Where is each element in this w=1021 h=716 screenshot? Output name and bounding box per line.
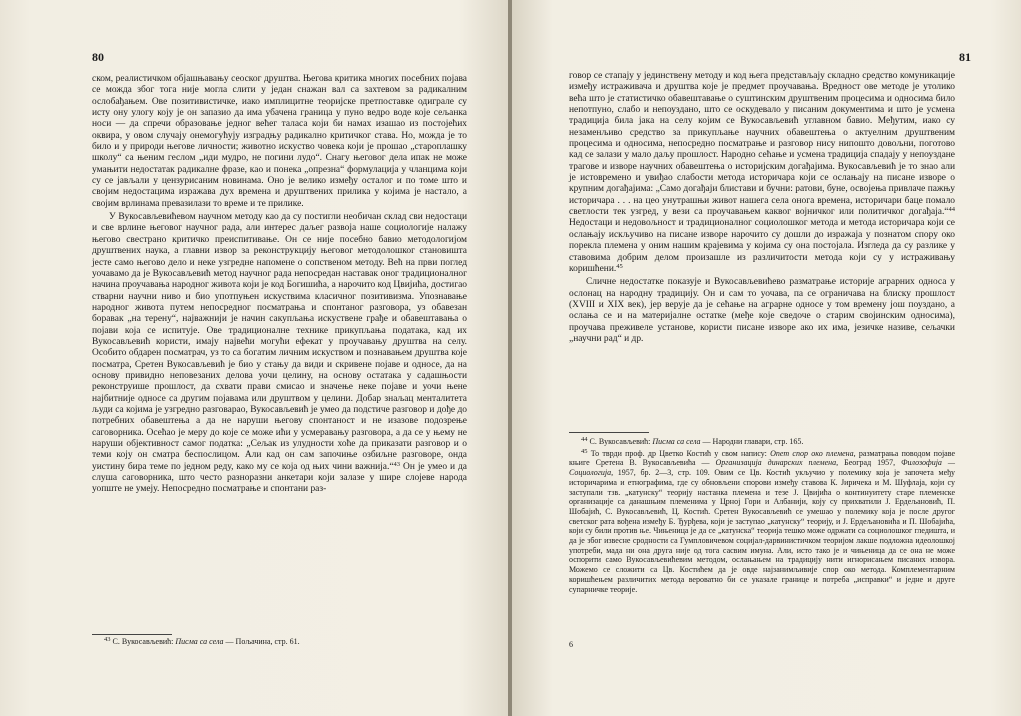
paragraph: говор се стапају у јединствену методу и код њега представљају складно средство комуникације између истраживача и друштва које је предмет проучавања. Вредност ове методе је утолико већа што је статистичко обавештавање о суштинским друштвеним процесима и односима било непотпуно, слабо и непоуздано, што се оскудевало у писаним документима и што је усмена традиција била јака на селу којим се Вукосављевић углавном бавио. Међутим, иако су незаменљиво средство за прикупљање научних обавештења о актуелним друштвеним процесима и односима, непосредно посматрање и разговор нису нипошто довољни, поготово кад се залази у мало даљу прошлост. Народно сећање и усмена традиција спадају у непоуздане трагове и изворе научних обавештења о историјским догађајима. Вукосављевић је то знао али је истовремено и увиђао слабости метода историчара који се ослањају на писане изворе о крупним догађајима: „Само догађаји блистави и бучни: ратови, буне, освојења привлаче пажњу историчара . . . на цео унутрашњи живот нашега села онога времена, историчари баце помало светлости тек узгред, у вези са проучавањем каквог војничког или политичког догађаја.“$^{44}$ Недостаци и недовољност и традиционалног социолошког метода и метода историчара који се ослањају искључиво на писане изворе нарочито су дошли до изражаја у познатом спору око порекла племена у оним нашим крајевима у којима су она постојала. Изгледа да су разлике у ставовима добрим делом произашле из различитости метода који су у истраживању коришћени.$^{45}$ [569, 71, 955, 274]
left-page [0, 0, 510, 716]
printer-signature: 6 [569, 640, 573, 649]
footnote: $^{43}$ С. Вукосављевић: Писма са села — Пољачина, стр. 61. [104, 636, 300, 646]
right-footnotes [569, 437, 955, 594]
footnote-rule [569, 432, 649, 433]
footnote: $^{44}$ С. Вукосављевић: Писма са села — Народни главари, стр. 165. [581, 436, 804, 446]
left-footnotes [92, 637, 467, 647]
paragraph: Сличне недостатке показује и Вукосављевићево разматрање историје аграрних односа у ослонац на народну традицију. Он и сам то уочава, па се ограничава на блиску прошлост (XVIII и XIX век), јер верује да је сећање на аграрне односе у том времену још поуздано, а ослања се и на материјалне остатке (међе које сведоче о старим својинским односима), проучава преживеле установе, користи писане изворе ако их има, језичке називе, сељачки „научни рад“ и др. [569, 277, 955, 344]
footnote: $^{45}$ То тврди проф. др Цветко Костић у свом напису: Опет спор око племена, разматрања поводом појаве књиге Сретена В. Вукосављевића — Организација динарских племена, Београд 1957, Филозофија — Социологија, 1957, бр. 2—3, стр. 109. Овим се Цв. Костић укључио у полемику која је започета међу историчарима и етнографима, где су обновљени спорови између ставова К. Јиричека и М. Шуфлаја, који су заступали тзв. „катунску“ теорију настанка племена и тезе Ј. Цвијића о континуитету старе племенске организације са данашњим племенима у Црној Гори и Албанији, коју су прихватили Ј. Ердељановић, П. Шобајић, С. Вукосављевић, Ц. Костић. Сретен Вукосављевић се умешао у полемику која је после другог светског рата вођена између Б. Ђурђева, који је заступао „катунску“ теорију, и Ј. Ердељановића и П. Шобајића, који су били против ње. Чињеница је да се „катунска“ теорија тешко може одржати са социолошког гледишта, и да је због извесне сродности са Гумпловичевом социјал-дарвинистичком теоријом лакше подложна идеолошкој употреби, мада ни она друга није од тога сасвим имуна. Али, исто тако је и чињеница да се она не може оспорити само Вукосављевићевим методом, ослањањем на традицију нити игнорисањем писаних извора. Можемо се сложити са Цв. Костићем да је овде најзанимљивије спор око метода. Комплементарним коришћењем различитих метода вероватно би се указале границе и потреба „исправки“ и једне и друге супарничке теорије. [569, 447, 956, 594]
page-number-right: 81 [959, 50, 971, 64]
footnote-ref[interactable]: 43 [393, 460, 401, 468]
left-body-text [92, 74, 467, 496]
right-body-text [569, 71, 955, 345]
page-number-left: 80 [92, 50, 104, 64]
paragraph: ском, реалистичком објашњавању сеоског друштва. Његова критика многих посебних појава се можда због тога није могла слити у један снажан вал са захтевом за радикалним ослобађањем. Ове позитивистичке, иако имплицитне теоријске претпоставке одиграле су исту ону улогу коју је он запазио да има убачена граница у пуно ведро воде које сељанка носи — да спречи образовање једног већег таласа који би намах изашао из постојећих оквира, у овом случају онемогућују изградњу радикално критичког става. Но, можда је то било и у природи његове личности; животно искуство човека који је прошао „староплашку школу“ са њеним геслом „иди мудро, не погини лудо“. Снагу његовог дела ипак не може умањити недостатак радикалне фразе, као и понека „опрезна“ формулација у чланцима који су се јављали у цензурисаним новинама. Оно је велико између осталог и по томе што и својим недостацима изражава дух времена и друштвених прилика у којима је настало, а својим врлинама превазилази то време и те прилике. [92, 74, 467, 209]
right-page [512, 0, 1021, 716]
paragraph: У Вукосављевићевом научном методу као да су постигли необичан склад сви недостаци и све врлине његовог научног рада, али интерес даљег развоја наше социологије налажу његово свестрано критичко преиспитивање. Он се није посебно бавио методологијом друштвених наука, а главни извор за реконструкцију његовог методолошког становишта јесте само његово дело и неке узгредне напомене о сопственом методу. Већ на први поглед уочавамо да је Вукосављевић метод научног рада непосредан наставак оног традиционалног начина проучавања народног живота који је код Богишића, а нарочито код Цвијића, достигао стварни научни ниво и био употпуњен искуствима класичног позитивизма. Упознавање народног живота путем непосредног посматрања и спонтаног разговора, уз обавезан боравак „на терену“, најважнији је начин сакупљања искуствене грађе и обавештавања о појави која се испитује. Ове традиционалне технике прикупљања података, кад их Вукосављевић користи, имају највећи могући ефекат у проучавању друштва на селу. Особито обдарен посматрач, уз то са богатим личним искуством и познавањем друштва које посматра, Сретен Вукосављевић је био у стању да види и скривене појаве и односе, да на основу привидно неповезаних делова уочи целину, на основу остатака у садашњости реконструише прошлост, да схвати прави смисао и значење неке појаве и уочи њене најбитније односе са другим појавама или друштвом у целини. Добар знаљац менталитета људи са којима је узгредно разговарао, Вукосављевић је умео да подстиче разговор и дође до потребних обавештења а да не наруши његову спонтаност и не изазове подозрење саговорника. Осећао је меру до које се може ићи у усмеравању разговора, а да се у њему не наруши објективност самог податка: „Сељак из улудности хоће да приказати разговор и о теми коју он сматра беспослицом. Али кад он сам започиње озбиљне разговоре, онда уистину бира теме по једном реду, како му се која од њих чини важнија.“$^{43}$ Он је умео и да слуша саговорника, што често разноразни анкетари који залазе у шире слојеве народа уопште не умеју. Непосредно посматрање и спонтани раз- [92, 212, 467, 495]
footnote-ref[interactable]: 44 [948, 206, 955, 214]
footnote-rule [92, 634, 172, 635]
footnote-ref[interactable]: 45 [616, 262, 623, 270]
